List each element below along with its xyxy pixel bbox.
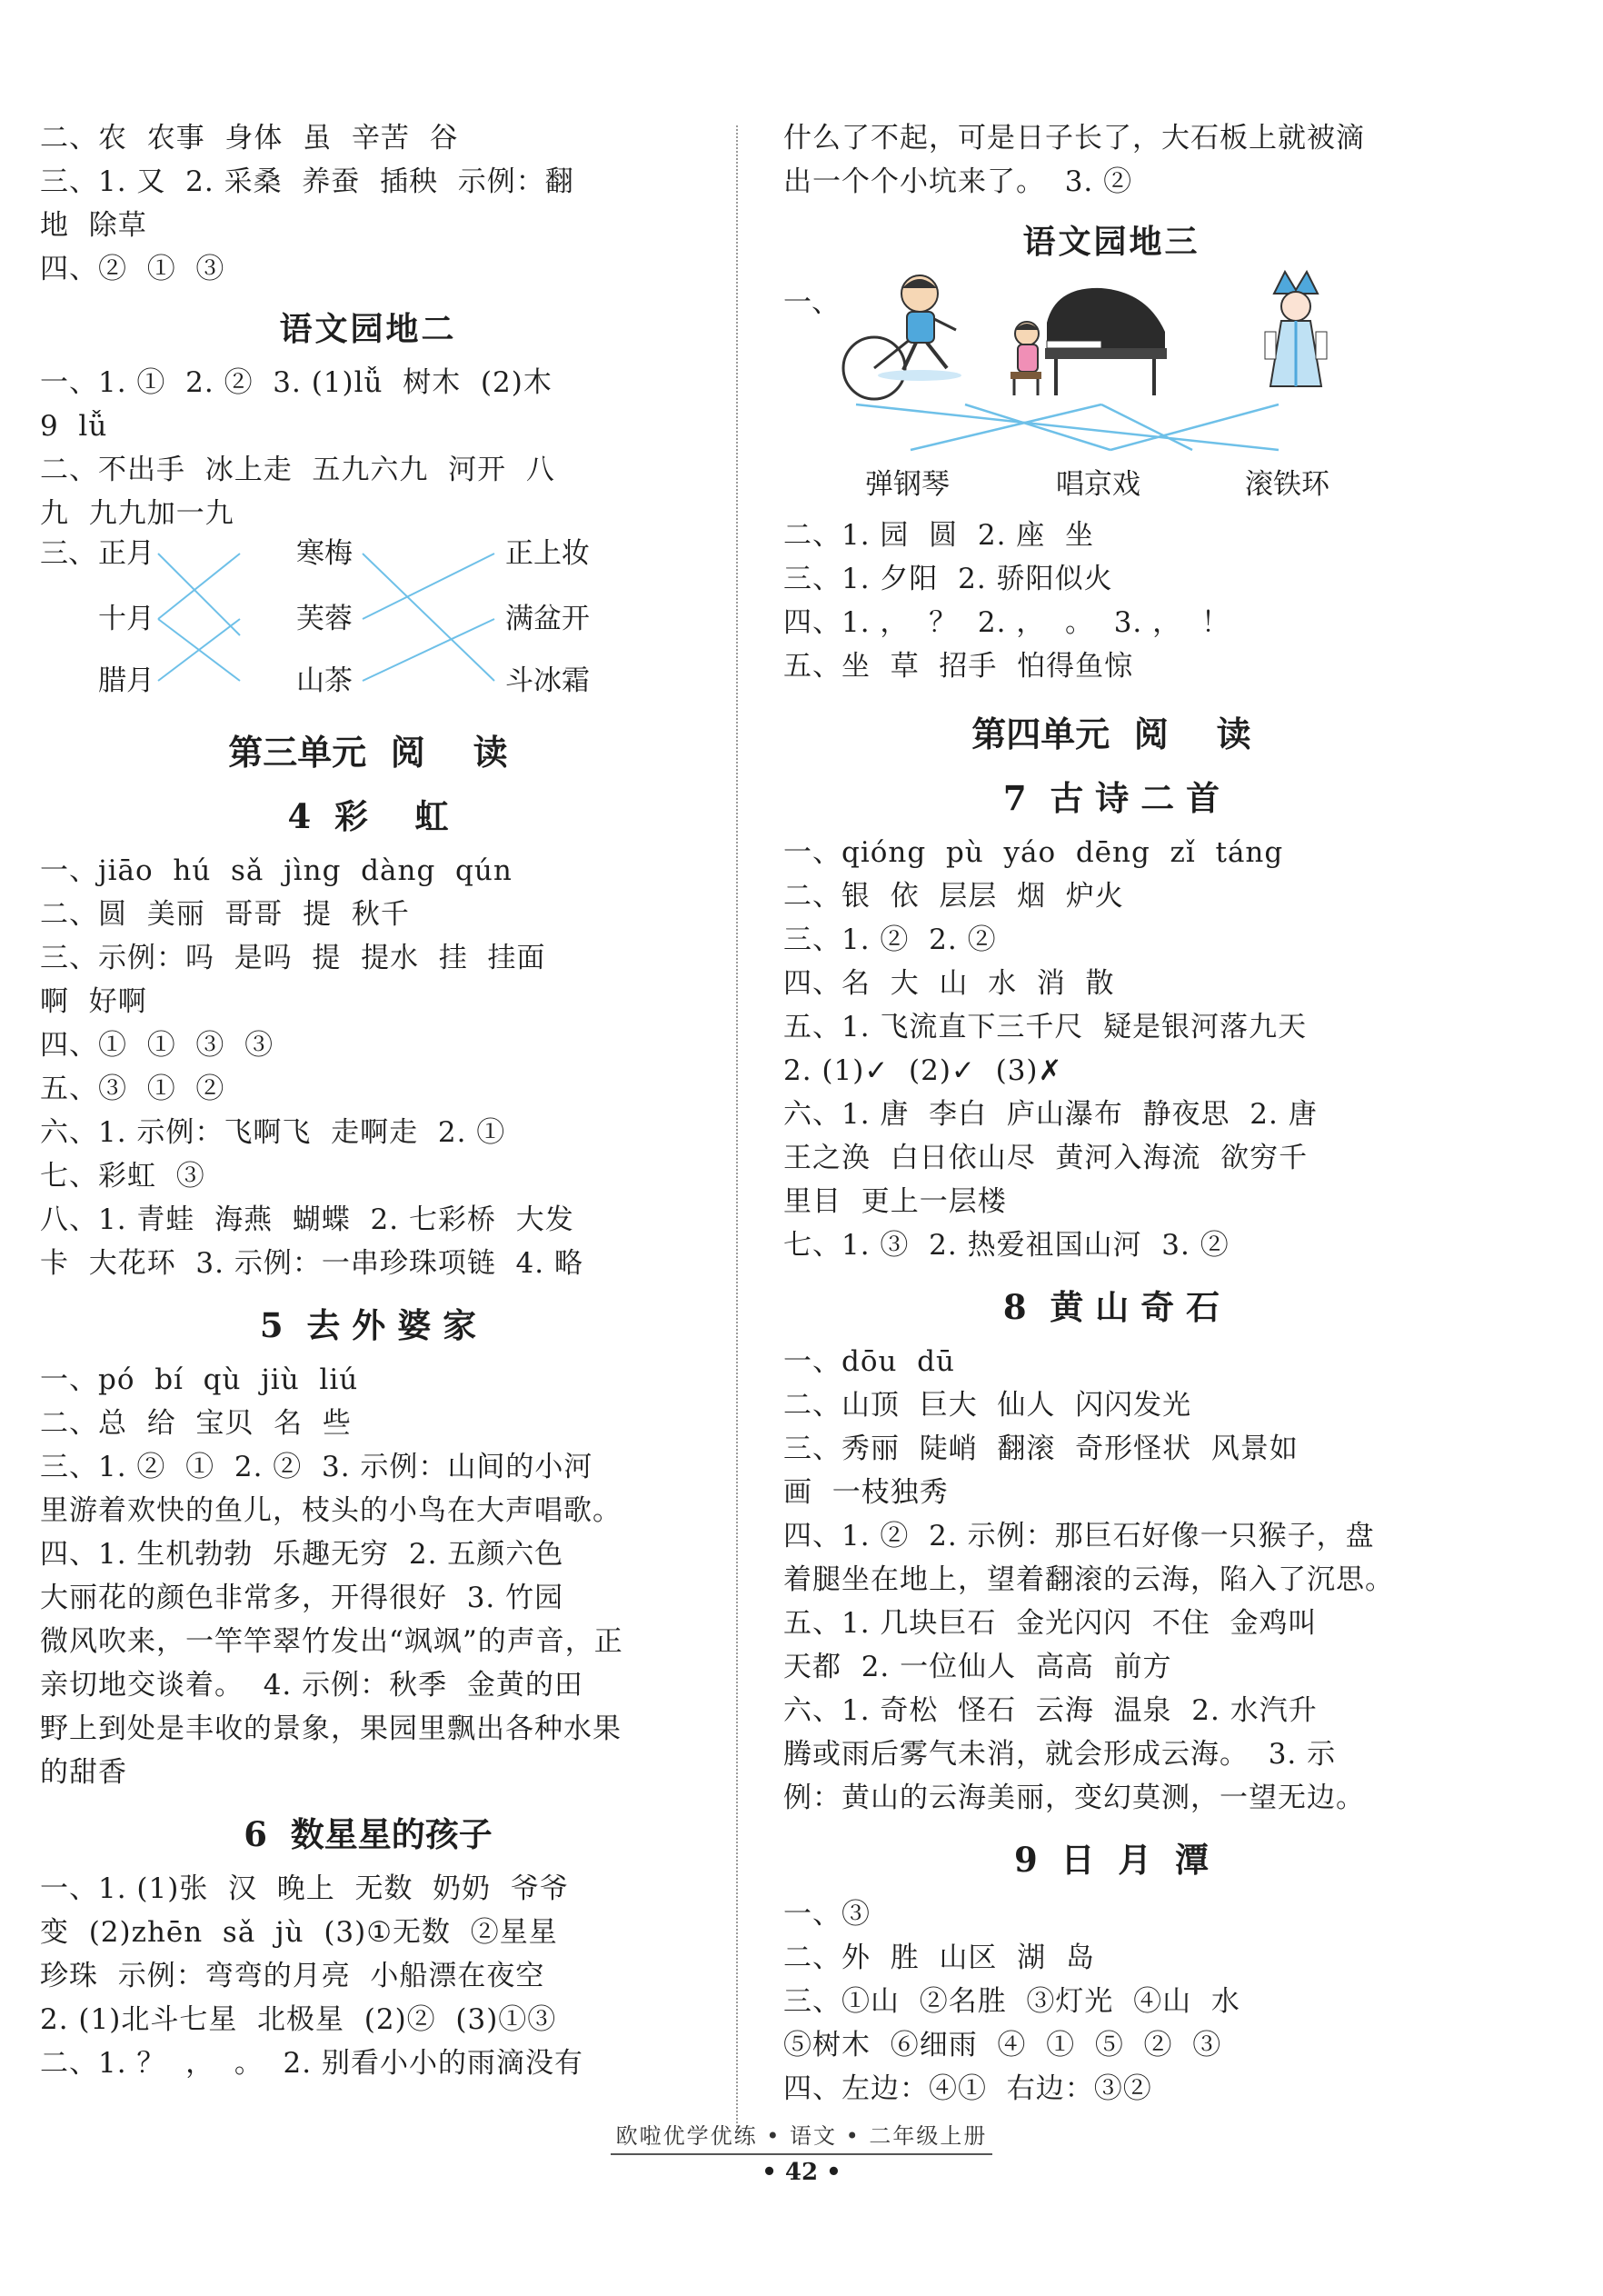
match-month: 十月: [98, 603, 154, 635]
answer-line: 七、彩虹 ③: [40, 1160, 205, 1193]
footer-rule: [611, 2153, 992, 2155]
answer-line: 的甜香: [40, 1756, 127, 1789]
answer-line: 三、1. 夕阳 2. 骄阳似火: [783, 563, 1113, 595]
match-flower: 山茶: [296, 664, 353, 697]
answer-line: 四、① ① ③ ③: [40, 1029, 274, 1062]
column-divider: [736, 125, 738, 2131]
lesson9-answers: [783, 1892, 1439, 2111]
right-column: [783, 116, 1439, 2111]
answer-line: 三、1. ② 2. ②: [783, 923, 997, 956]
left-top-answers: [40, 116, 696, 291]
match-flower: 寒梅: [296, 537, 353, 570]
section-title-garden2: 语文园地二: [279, 310, 457, 348]
answer-line: 四、左边：④① 右边：③②: [783, 2072, 1152, 2105]
lesson6-answers: [40, 1867, 696, 2085]
answer-line: 画 一枝独秀: [783, 1476, 949, 1509]
answer-line: 三、秀丽 陡峭 翻滚 奇形怪状 风景如: [783, 1433, 1299, 1465]
picture-prefix: 一、: [783, 286, 840, 319]
answer-line: 三、示例：吗 是吗 提 提水 挂 挂面: [40, 942, 546, 974]
answer-line: 三、①山 ②名胜 ③灯光 ④山 水: [783, 1985, 1240, 2018]
answer-line: 四、② ① ③: [40, 253, 225, 285]
answer-line: 二、圆 美丽 哥哥 提 秋千: [40, 898, 410, 931]
answer-line: 王之涣 白日依山尽 黄河入海流 欲穷千: [783, 1142, 1309, 1174]
left-column: [40, 116, 696, 2085]
match-flower: 芙蓉: [296, 603, 353, 635]
peking-opera-icon: [1265, 272, 1327, 386]
garden2-answers: [40, 361, 696, 535]
answer-line: ⑤树木 ⑥细雨 ④ ① ⑤ ② ③: [783, 2029, 1222, 2061]
answer-line: 四、1. ② 2. 示例：那巨石好像一只猴子，盘: [783, 1520, 1375, 1552]
answer-line: 四、1. 生机勃勃 乐趣无穷 2. 五颜六色: [40, 1538, 564, 1571]
lesson7-answers: [783, 831, 1439, 1267]
answer-line: 一、1. ① 2. ② 3. (1)lǚ 树木 (2)木: [40, 366, 553, 399]
answer-line: 一、qióng pù yáo dēng zǐ táng: [783, 836, 1284, 869]
lesson4-answers: [40, 849, 696, 1285]
answer-line: 珍珠 示例：弯弯的月亮 小船漂在夜空: [40, 1960, 545, 1992]
boy-rolling-hoop-icon: [843, 275, 961, 399]
answer-line: 二、外 胜 山区 湖 岛: [783, 1942, 1095, 1974]
answer-line: 什么了不起，可是日子长了，大石板上就被滴: [783, 122, 1365, 155]
answer-line: 2. (1)北斗七星 北极星 (2)② (3)①③: [40, 2003, 557, 2036]
girl-piano-icon: [1011, 288, 1167, 395]
answer-line: 五、③ ① ②: [40, 1073, 225, 1105]
answer-line: 微风吹来，一竿竿翠竹发出“飒飒”的声音，正: [40, 1625, 623, 1658]
answer-line: 五、1. 几块巨石 金光闪闪 不住 金鸡叫: [783, 1607, 1318, 1640]
answer-line: 腾或雨后雾气未消，就会形成云海。 3. 示: [783, 1738, 1337, 1771]
lesson9-title: 9 日 月 潭: [1013, 1840, 1210, 1880]
answer-line: 六、1. 示例：飞啊飞 走啊走 2. ①: [40, 1116, 506, 1149]
match-month: 腊月: [98, 664, 154, 697]
section-title-garden3: 语文园地三: [1022, 223, 1200, 261]
answer-line: 一、dōu dū: [783, 1345, 955, 1378]
lesson8-title: 8 黄 山 奇 石: [1002, 1287, 1220, 1327]
answer-line: 里目 更上一层楼: [783, 1185, 1007, 1218]
book-series: 欧啦优学优练 • 语文 • 二年级上册: [615, 2123, 988, 2149]
picture-label: 唱京戏: [1056, 468, 1140, 501]
answer-line: 一、pó bí qù jiù liú: [40, 1363, 359, 1396]
lesson4-title: 4 彩 虹: [287, 796, 449, 836]
answer-line: 野上到处是丰收的景象，果园里飘出各种水果: [40, 1712, 622, 1745]
right-top-answers: [783, 116, 1439, 204]
answer-line: 三、1. ② ① 2. ② 3. 示例：山间的小河: [40, 1451, 593, 1483]
answer-line: 七、1. ③ 2. 热爱祖国山河 3. ②: [783, 1229, 1230, 1262]
answer-line: 2. (1)✓ (2)✓ (3)✗: [783, 1054, 1063, 1087]
answer-line: 三、1. 又 2. 采桑 养蚕 插秧 示例：翻: [40, 165, 574, 198]
answer-line: 二、农 农事 身体 虽 辛苦 谷: [40, 122, 459, 155]
lesson7-title: 7 古 诗 二 首: [1002, 778, 1220, 818]
answer-line: 六、1. 唐 李白 庐山瀑布 静夜思 2. 唐: [783, 1098, 1318, 1131]
answer-line: 二、总 给 宝贝 名 些: [40, 1407, 352, 1440]
answer-line: 一、jiāo hú sǎ jìng dàng qún: [40, 854, 513, 887]
match-prefix: 三、: [40, 537, 96, 570]
picture-matching: [783, 268, 1439, 514]
lesson5-answers: [40, 1358, 696, 1794]
match-phrase: 正上妆: [505, 537, 590, 570]
answer-line: 八、1. 青蛙 海燕 蝴蝶 2. 七彩桥 大发: [40, 1203, 574, 1236]
match-phrase: 满盆开: [505, 603, 590, 635]
answer-line: 出一个个小坑来了。 3. ②: [783, 165, 1133, 198]
match-phrase: 斗冰霜: [505, 664, 590, 697]
answer-line: 一、③: [783, 1898, 871, 1931]
answer-line: 卡 大花环 3. 示例：一串珍珠项链 4. 略: [40, 1247, 583, 1280]
answer-line: 六、1. 奇松 怪石 云海 温泉 2. 水汽升: [783, 1694, 1318, 1727]
answer-line: 大丽花的颜色非常多，开得很好 3. 竹园: [40, 1582, 564, 1614]
page-number: • 42 •: [762, 2159, 841, 2186]
answer-line: 九 九九加一九: [40, 497, 234, 530]
page-footer: [0, 2118, 1603, 2186]
unit4-title: 第四单元 阅 读: [971, 714, 1251, 754]
answer-line: 亲切地交谈着。 4. 示例：秋季 金黄的田: [40, 1669, 583, 1702]
answer-line: 二、1. ？ ， 。 2. 别看小小的雨滴没有: [40, 2047, 583, 2080]
answer-line: 四、名 大 山 水 消 散: [783, 967, 1115, 1000]
garden3-answers: [783, 514, 1439, 688]
answer-line: 二、山顶 巨大 仙人 闪闪发光: [783, 1389, 1192, 1422]
picture-label: 弹钢琴: [865, 468, 950, 501]
answer-line: 五、1. 飞流直下三千尺 疑是银河落九天: [783, 1011, 1308, 1043]
lesson8-answers: [783, 1340, 1439, 1820]
answer-line: 9 lǚ: [40, 410, 108, 443]
answer-line: 着腿坐在地上，望着翻滚的云海，陷入了沉思。: [783, 1563, 1394, 1596]
unit3-title: 第三单元 阅 读: [228, 732, 508, 773]
picture-label: 滚铁环: [1245, 468, 1329, 501]
answer-line: 啊 好啊: [40, 985, 147, 1018]
answer-line: 二、不出手 冰上走 五九六九 河开 八: [40, 454, 555, 486]
answer-line: 四、1. ， ？ 2. ， 。 3. ， ！: [783, 606, 1230, 639]
answer-line: 天都 2. 一位仙人 高高 前方: [783, 1651, 1172, 1683]
answer-line: 五、坐 草 招手 怕得鱼惊: [783, 650, 1134, 683]
match-month: 正月: [98, 537, 154, 570]
answer-line: 地 除草: [40, 209, 147, 242]
answer-line: 变 (2)zhēn sǎ jù (3)①无数 ②星星: [40, 1916, 558, 1949]
answer-line: 一、1. (1)张 汉 晚上 无数 奶奶 爷爷: [40, 1872, 569, 1905]
answer-line: 里游着欢快的鱼儿，枝头的小鸟在大声唱歌。: [40, 1494, 622, 1527]
lesson5-title: 5 去 外 婆 家: [259, 1305, 477, 1345]
matching-exercise: [40, 535, 696, 706]
lesson6-title: 6 数星星的孩子: [244, 1814, 493, 1854]
answer-line: 二、银 依 层层 烟 炉火: [783, 880, 1124, 913]
answer-line: 二、1. 园 圆 2. 座 坐: [783, 519, 1094, 552]
answer-line: 例：黄山的云海美丽，变幻莫测，一望无边。: [783, 1782, 1365, 1814]
